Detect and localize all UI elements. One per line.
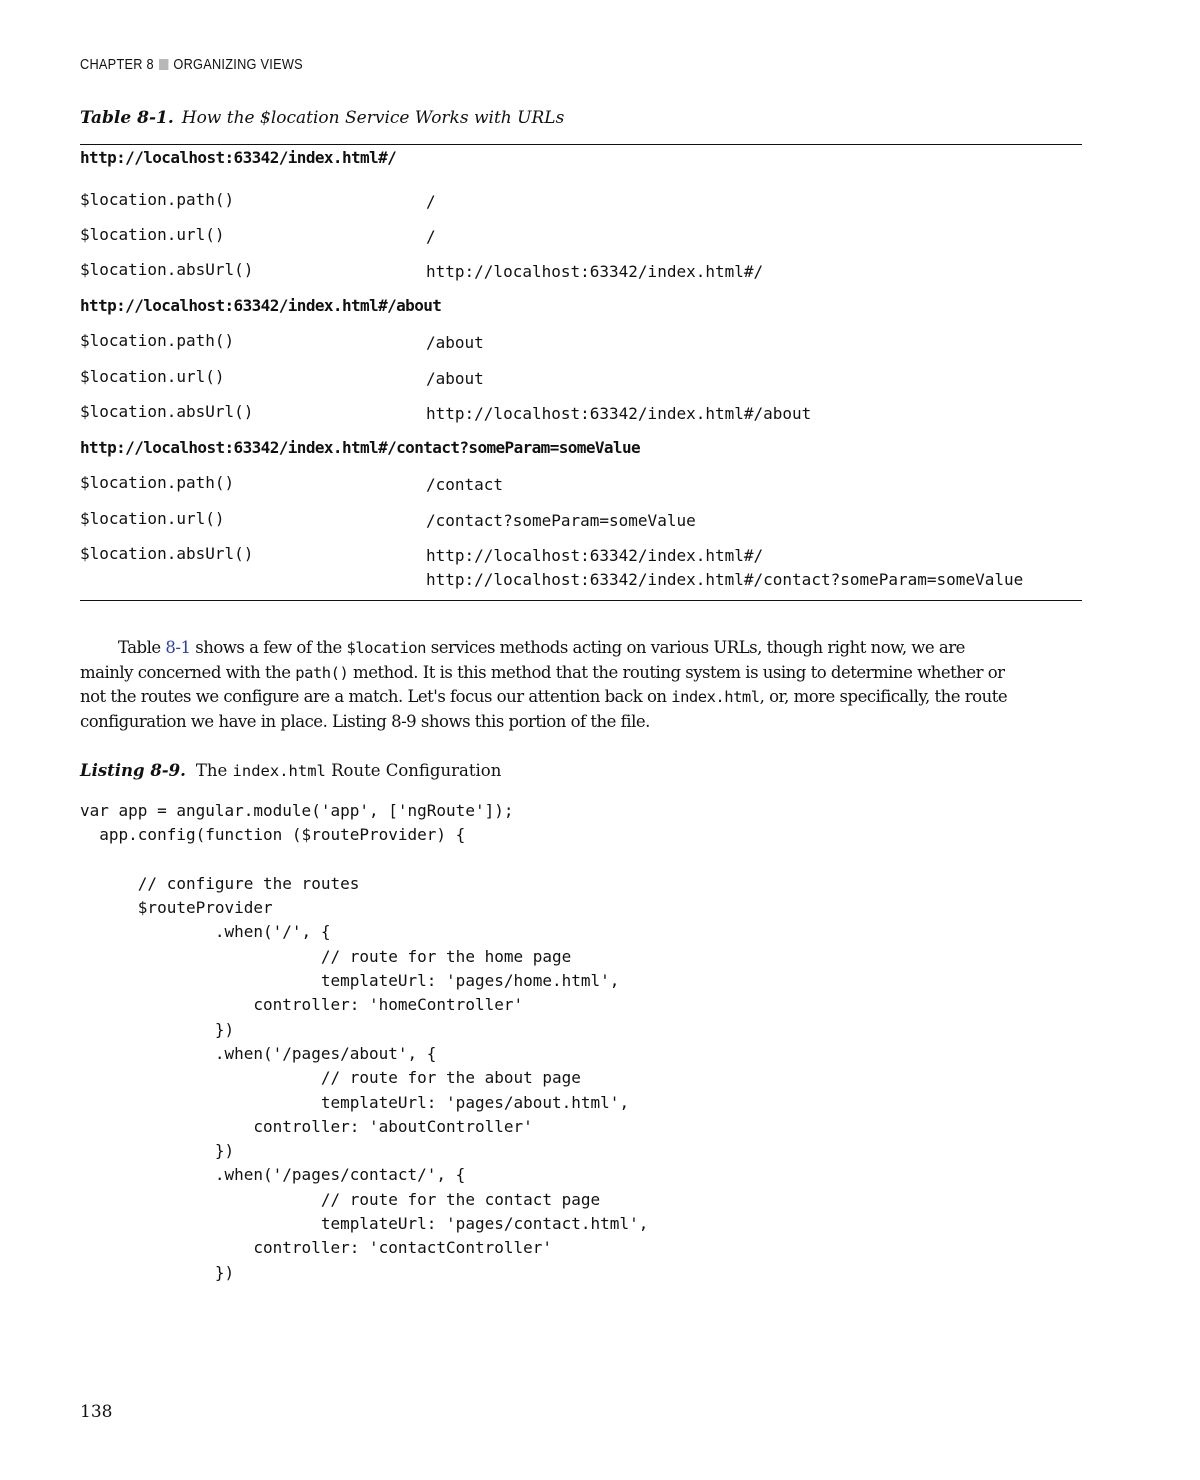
group-url: http://localhost:63342/index.html#/ [80, 148, 397, 167]
value-cell [426, 331, 484, 355]
method-cell: $location.absUrl() [80, 544, 254, 563]
paragraph-line [80, 636, 1080, 661]
running-head [80, 56, 303, 73]
method-cell: $location.absUrl() [80, 260, 254, 279]
code-line [80, 848, 648, 872]
table-row [80, 367, 1082, 391]
method-cell: $location.url() [80, 225, 225, 244]
code-line: controller: 'aboutController' [80, 1116, 533, 1136]
code-line: $routeProvider [80, 898, 273, 918]
inline-code: index.html [232, 762, 326, 780]
table-caption [80, 108, 564, 128]
value-cell [426, 225, 436, 249]
table-row [80, 509, 1082, 533]
method-cell: $location.url() [80, 367, 225, 386]
inline-code: index.html [671, 688, 760, 706]
value-cell [426, 260, 763, 284]
code-line: // route for the home page [80, 946, 572, 966]
table-group-header [80, 296, 1082, 320]
table-row [80, 190, 1082, 214]
chapter-label: CHAPTER 8 [80, 56, 154, 73]
value-line: http://localhost:63342/index.html#/ [426, 546, 764, 565]
table-row [80, 260, 1082, 284]
value-line: / [426, 227, 436, 246]
value-line: http://localhost:63342/index.html#/ [426, 262, 764, 281]
code-line: }) [80, 1262, 235, 1282]
group-url: http://localhost:63342/index.html#/contact?someParam=someValue [80, 438, 641, 457]
code-line: // route for the about page [80, 1068, 581, 1088]
method-cell: $location.path() [80, 190, 235, 209]
value-cell [426, 473, 503, 497]
table-row [80, 225, 1082, 249]
method-cell: $location.path() [80, 473, 235, 492]
text-run: method. It is this method that the routing system is using to determine whether or [348, 662, 1005, 682]
code-line: .when('/pages/contact/', { [80, 1165, 466, 1185]
text-run: Table [118, 638, 166, 657]
value-line: /contact [426, 475, 504, 494]
table-bottom-rule [80, 600, 1082, 601]
code-line: templateUrl: 'pages/about.html', [80, 1092, 630, 1112]
paragraph-line [80, 661, 1080, 686]
table-top-rule [80, 144, 1082, 145]
method-cell: $location.path() [80, 331, 235, 350]
method-cell: $location.url() [80, 509, 225, 528]
value-cell [426, 190, 436, 214]
text-run: not the routes we configure are a match. Let's focus our attention back on [80, 687, 672, 706]
table-group-header [80, 438, 1082, 462]
code-line: app.config(function ($routeProvider) { [80, 825, 466, 845]
code-line: controller: 'homeController' [80, 995, 524, 1015]
code-line: // route for the contact page [80, 1189, 601, 1209]
table-row [80, 544, 1082, 592]
value-line: http://localhost:63342/index.html#/contact?someParam=someValue [426, 570, 1024, 589]
code-line: }) [80, 1019, 235, 1039]
square-ornament-icon [159, 59, 168, 70]
table-group-header [80, 148, 1082, 172]
text-run: The [195, 761, 233, 780]
value-cell [426, 402, 811, 426]
value-cell [426, 544, 1023, 592]
table-reference-link[interactable]: 8-1 [165, 638, 191, 657]
text-run: , or, more specifically, the route [759, 687, 1008, 706]
value-line: /contact?someParam=someValue [426, 511, 696, 530]
paragraph-line [80, 685, 1080, 710]
table-row [80, 331, 1082, 355]
code-line: // configure the routes [80, 873, 360, 893]
chapter-title: ORGANIZING VIEWS [173, 56, 303, 73]
value-line: http://localhost:63342/index.html#/about [426, 404, 812, 423]
table-row [80, 402, 1082, 426]
text-run: services methods acting on various URLs, though right now, we are [425, 638, 965, 657]
table-caption-label: Table 8-1. [80, 108, 174, 128]
value-line: / [426, 192, 436, 211]
listing-caption [80, 761, 501, 780]
inline-code: path() [295, 663, 349, 682]
code-line: var app = angular.module('app', ['ngRoute']); [80, 801, 514, 820]
code-line: .when('/', { [80, 922, 331, 942]
text-run: Route Configuration [325, 761, 502, 780]
code-line: templateUrl: 'pages/contact.html', [80, 1214, 649, 1234]
code-listing [80, 799, 648, 1285]
text-run: mainly concerned with the [80, 662, 296, 682]
code-line: .when('/pages/about', { [80, 1043, 437, 1063]
paragraph-line: configuration we have in place. Listing 8-9 shows this portion of the file. [80, 711, 650, 731]
method-cell: $location.absUrl() [80, 402, 254, 421]
inline-code: $location [346, 639, 426, 657]
table-row [80, 473, 1082, 497]
value-cell [426, 367, 484, 391]
group-url: http://localhost:63342/index.html#/about [80, 296, 442, 315]
body-paragraph [80, 636, 1080, 734]
code-line: templateUrl: 'pages/home.html', [80, 971, 620, 991]
value-line: /about [426, 333, 484, 352]
text-run: shows a few of the [190, 638, 347, 657]
value-cell [426, 509, 696, 533]
table-caption-title: How the $location Service Works with URLs [181, 108, 565, 128]
listing-caption-label: Listing 8-9. [80, 761, 186, 780]
code-line: controller: 'contactController' [80, 1238, 553, 1258]
code-line: }) [80, 1141, 235, 1161]
page-number: 138 [80, 1402, 113, 1422]
value-line: /about [426, 369, 484, 388]
